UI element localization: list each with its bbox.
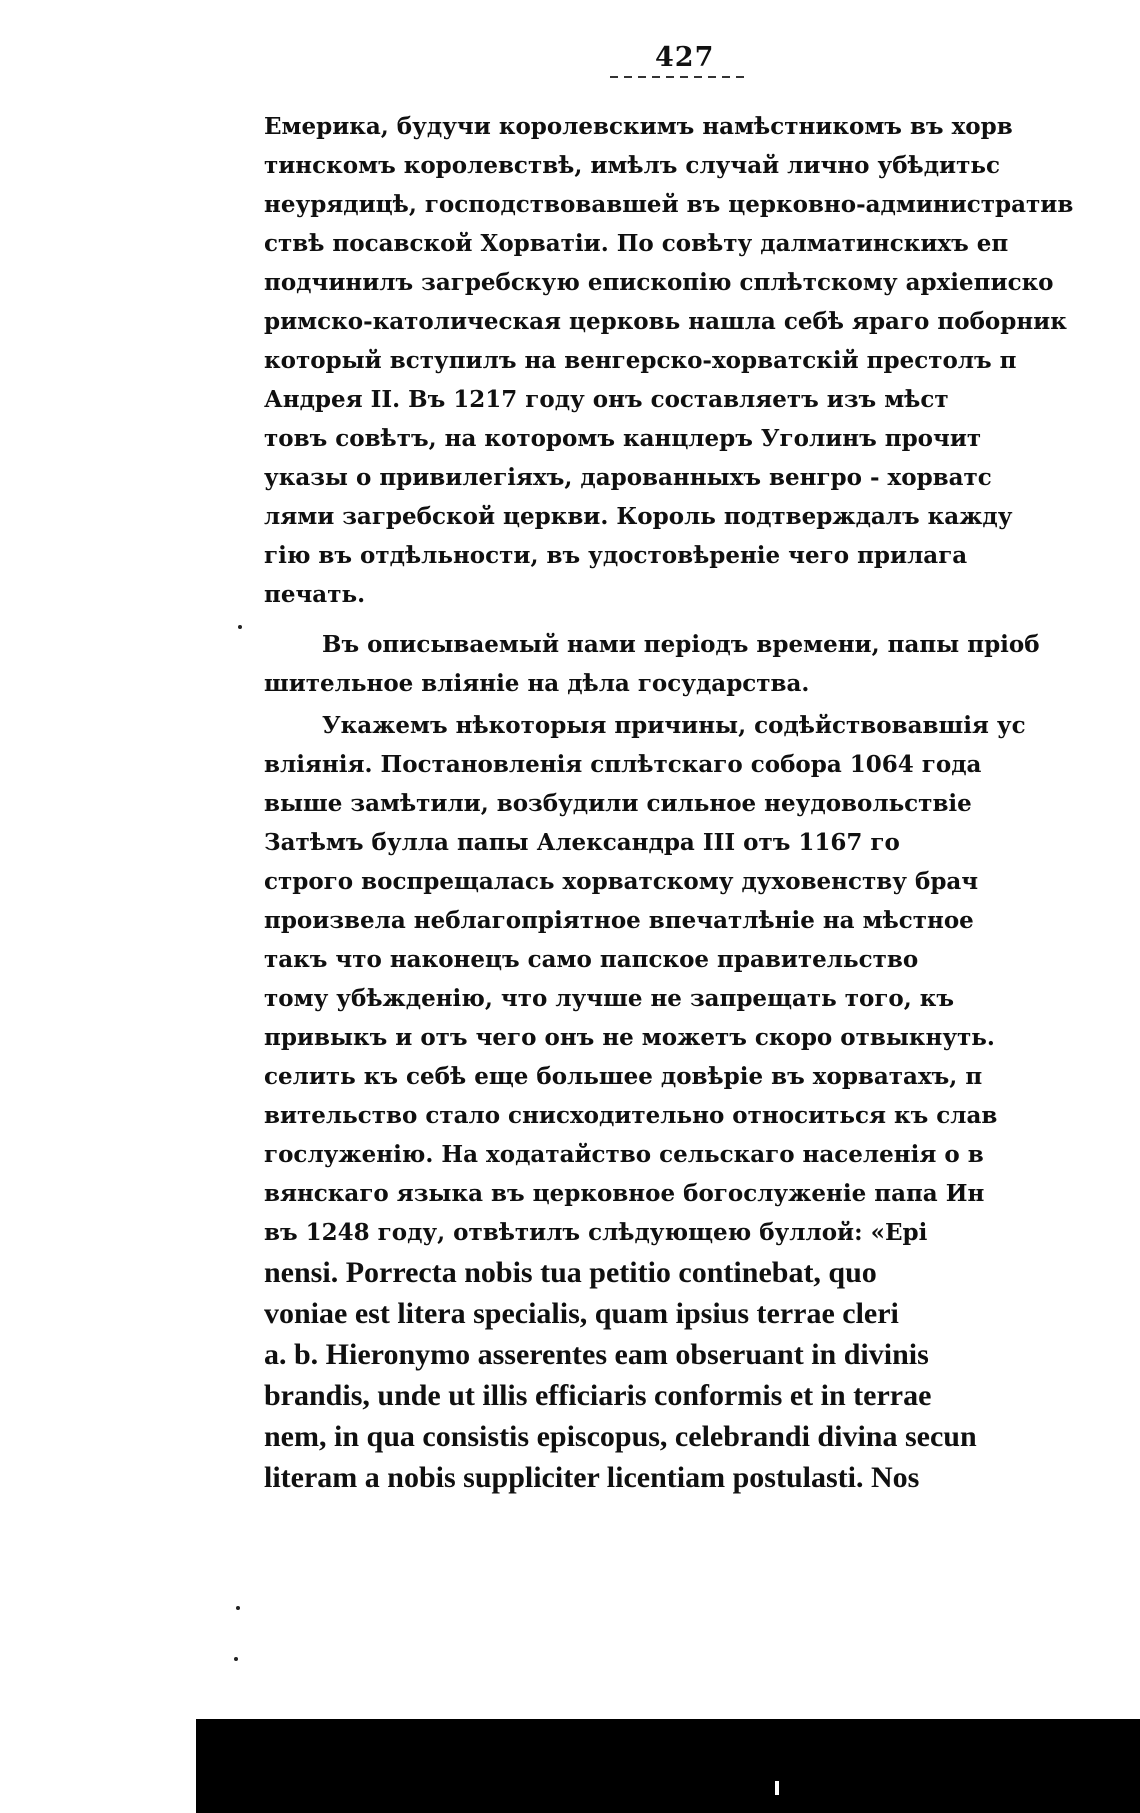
text-line: печать.	[264, 581, 366, 608]
text-line: вянскаго языка въ церковное богослуженіе папа Ин	[264, 1180, 985, 1207]
text-line: brandis, unde ut illis efficiaris conformis et in terrae	[264, 1379, 932, 1412]
text-line: a. b. Hieronymo asserentes eam obseruant in divinis	[264, 1338, 929, 1371]
text-line: неурядицѣ, господствовавшей въ церковно-административ	[264, 191, 1074, 218]
text-line: который вступилъ на венгерско-хорватскій престолъ п	[264, 347, 1017, 374]
text-line: лями загребской церкви. Король подтверждалъ кажду	[264, 503, 1013, 530]
text-line: вліянія. Постановленія сплѣтскаго собора 1064 года	[264, 751, 982, 778]
text-line: гію въ отдѣльности, въ удостовѣреніе чего прилага	[264, 542, 968, 569]
text-line: тинскомъ королевствѣ, имѣлъ случай лично убѣдитьс	[264, 152, 1000, 179]
text-line: строго воспрещалась хорватскому духовенству брач	[264, 868, 979, 895]
scan-band-mark	[775, 1781, 779, 1795]
page-number: 427	[655, 42, 715, 73]
text-line: произвела неблагопріятное впечатлѣніе на мѣстное	[264, 907, 974, 934]
scan-speck	[238, 625, 242, 629]
text-line: выше замѣтили, возбудили сильное неудовольствіе	[264, 790, 972, 817]
scan-speck	[234, 1657, 238, 1661]
text-line: voniae est litera specialis, quam ipsius terrae cleri	[264, 1297, 899, 1330]
text-line: ствѣ посавской Хорватіи. По совѣту далматинскихъ еп	[264, 230, 1009, 257]
text-line: гослуженію. На ходатайство сельскаго населенія о в	[264, 1141, 984, 1168]
scan-speck	[236, 1606, 240, 1610]
text-line: подчинилъ загребскую епископію сплѣтскому архіеписко	[264, 269, 1054, 296]
text-line: товъ совѣтъ, на которомъ канцлеръ Уголинъ прочит	[264, 425, 982, 452]
text-line: Затѣмъ булла папы Александра III отъ 1167 го	[264, 829, 900, 856]
text-line: указы о привилегіяхъ, дарованныхъ венгро - хорватс	[264, 464, 992, 491]
text-line: римско-католическая церковь нашла себѣ ярaго поборник	[264, 308, 1067, 335]
text-line: literam a nobis suppliciter licentiam postulasti. Nos	[264, 1461, 920, 1494]
text-line: тому убѣжденію, что лучше не запрещать того, къ	[264, 985, 955, 1012]
text-line: Емерика, будучи королевскимъ намѣстникомъ въ хорв	[264, 113, 1013, 140]
text-line: Въ описываемый нами періодъ времени, папы пріоб	[322, 631, 1040, 658]
text-line: въ 1248 году, отвѣтилъ слѣдующею буллой: «Epi	[264, 1219, 928, 1246]
text-line: вительство стало снисходительно относиться къ слав	[264, 1102, 998, 1129]
header-rule	[610, 76, 750, 78]
text-line: шительное вліяніе на дѣла государства.	[264, 670, 810, 697]
text-line: Укажемъ нѣкоторыя причины, содѣйствовавшія ус	[322, 712, 1026, 739]
text-line: такъ что наконецъ само папское правительство	[264, 946, 919, 973]
text-line: nem, in qua consistis episcopus, celebrandi divina secun	[264, 1420, 977, 1453]
text-line: nensi. Porrecta nobis tua petitio continebat, quo	[264, 1256, 877, 1289]
text-line: привыкъ и отъ чего онъ не можетъ скоро отвыкнуть.	[264, 1024, 995, 1051]
scan-black-band	[196, 1719, 1140, 1813]
text-line: Андрея II. Въ 1217 году онъ составляетъ изъ мѣст	[264, 386, 949, 413]
text-line: селить къ себѣ еще большее довѣріе въ хорватахъ, п	[264, 1063, 983, 1090]
